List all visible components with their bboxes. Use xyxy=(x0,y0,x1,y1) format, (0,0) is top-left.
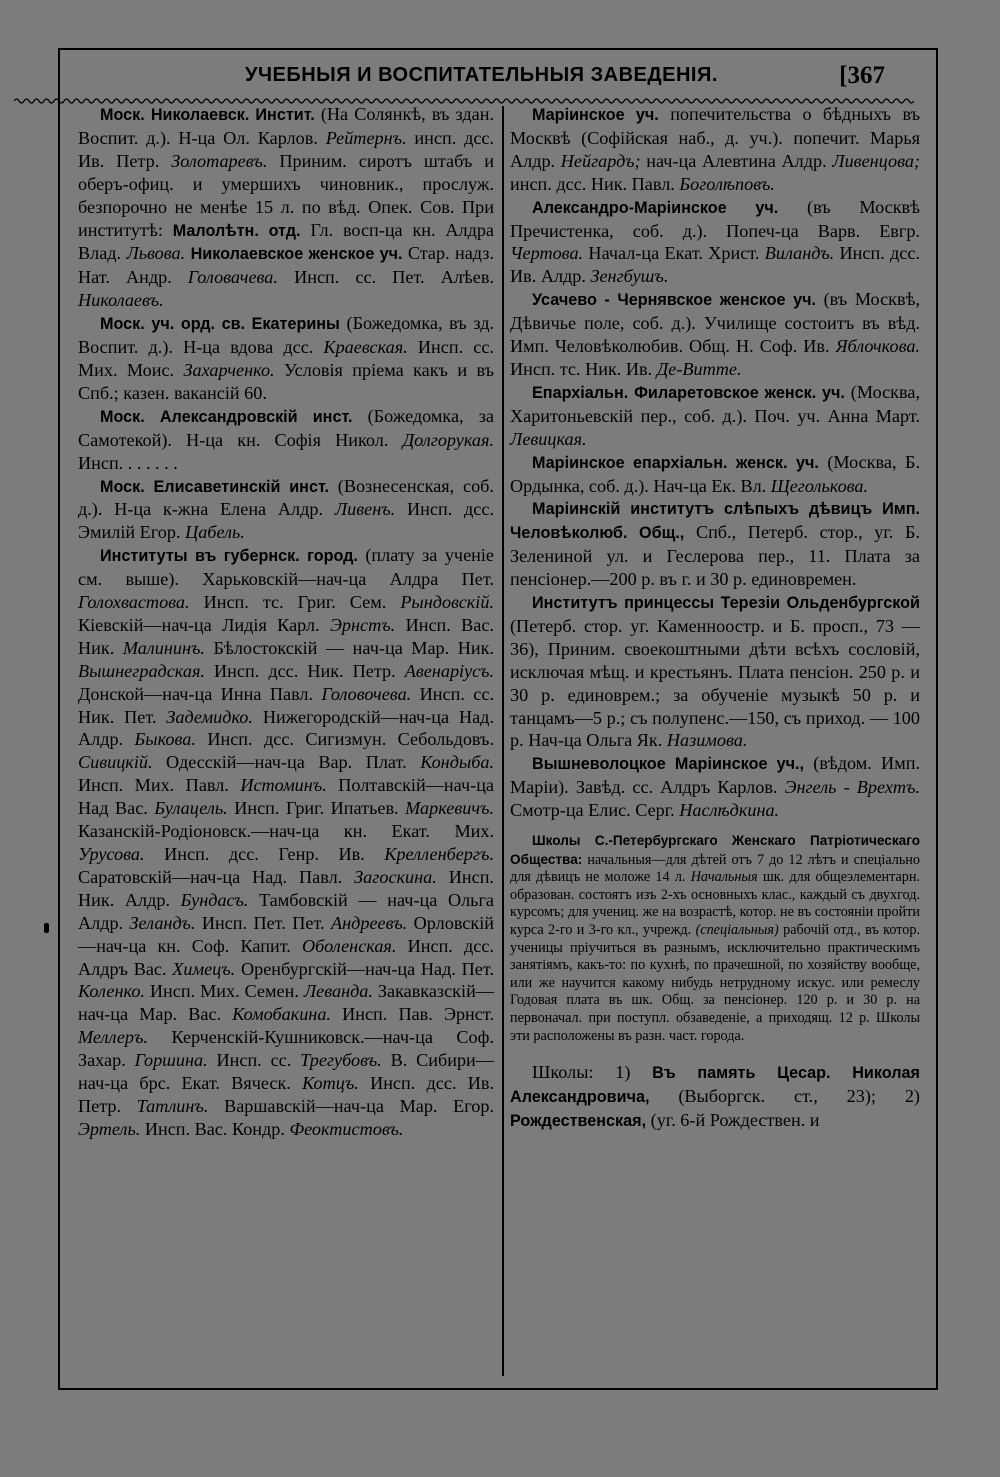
entry-text: (Москва, Харитоньевскій пер., соб. д.). Поч. уч. Анна Март. xyxy=(510,381,920,426)
person-name: Меллеръ. xyxy=(78,1027,148,1048)
person-name: Начальныя xyxy=(690,869,758,886)
entry-text: Закавказскій—нач-ца Мар. Вас. xyxy=(78,981,494,1025)
entry-paragraph xyxy=(510,288,920,381)
person-name: Ливенцова; xyxy=(832,150,920,171)
entry-text: Школы: 1) xyxy=(532,1062,653,1083)
person-name: Львова. xyxy=(126,243,186,264)
person-name: Вышнеградская. xyxy=(78,660,205,681)
person-name: Рындовскій. xyxy=(400,592,494,613)
entry-heading: Рождественская, xyxy=(510,1112,647,1131)
entry-heading: Институтъ принцессы Терезіи Ольденбургской xyxy=(532,594,920,613)
person-name: Феоктистовъ. xyxy=(289,1118,404,1139)
person-name: Бундасъ. xyxy=(180,889,249,910)
entry-text: Оренбургскій—нач-ца Над. Пет. xyxy=(235,958,494,979)
person-name: Яблочкова. xyxy=(835,336,920,357)
person-name: Эртель. xyxy=(78,1118,141,1139)
entry-paragraph xyxy=(510,381,920,451)
entry-text: В. Сибири—нач-ца брс. Екат. Вяческ. xyxy=(78,1050,494,1094)
entry-heading: Епархіальн. Филаретовское женск. уч. xyxy=(532,383,845,402)
person-name: Зенгбушъ. xyxy=(590,266,669,287)
entry-text: (Божедомка, за Самотекой). Н-ца кн. Софія Никол. xyxy=(78,405,494,450)
entry-text: (На Солянкѣ, въ здан. Воспит. д.). Н-ца Ол. Карлов. xyxy=(78,104,494,148)
entry-text: (въ Москвѣ, Дѣвичье поле, соб. д.). Училище состоитъ въ вѣд. Имп. Человѣколюбив. Общ. Н. Соф. Ив. xyxy=(510,289,920,357)
entry-text: Казанскій-Родіоновск.—нач-ца кн. Екат. Мих. xyxy=(78,821,494,842)
person-name: Ливенъ. xyxy=(334,499,396,520)
person-name: Рейтернъ. xyxy=(325,127,407,148)
person-name: Горшина. xyxy=(134,1050,208,1071)
entry-text: Керченскій-Кушниковск.—нач-ца Соф. Захар. xyxy=(78,1027,494,1071)
entry-text: Нижегородскій—нач-ца Над. Алдр. xyxy=(78,706,494,750)
page-number: [367 xyxy=(839,62,885,89)
entry-text: Одесскій—нач-ца Вар. Плат. xyxy=(152,752,421,773)
person-name: Краевская. xyxy=(323,337,408,358)
person-name: Николаевъ. xyxy=(78,290,164,311)
person-name: Боголѣповъ. xyxy=(679,173,775,194)
person-name: Золотаревъ. xyxy=(171,150,268,171)
right-column xyxy=(510,103,920,1133)
person-name: Сивицкій. xyxy=(78,752,153,773)
left-column xyxy=(78,103,494,1141)
entry-text: Инсп. тс. Ник. Ив. xyxy=(510,358,657,379)
entry-heading: Институты въ губернск. город. xyxy=(100,547,358,566)
entry-text: Орловскій—нач-ца кн. Соф. Капит. xyxy=(78,912,495,956)
person-name: Кондыба. xyxy=(420,752,494,773)
entry-text: Инсп. сс. Ник. Пет. xyxy=(78,683,494,727)
person-name: Чертова. xyxy=(510,243,584,264)
entry-paragraph xyxy=(78,544,494,1141)
person-name: Назимова. xyxy=(666,730,748,751)
person-name: Булацель. xyxy=(154,798,228,819)
entry-heading: Вышневолоцкое Маріинское уч., xyxy=(532,755,805,774)
person-name: Долгорукая. xyxy=(402,429,494,450)
person-name: Эрнстъ. xyxy=(329,614,396,635)
entry-text: Варшавскій—нач-ца Мар. Егор. xyxy=(208,1095,494,1116)
entry-heading: Въ память Цесар. Николая Александровича, xyxy=(510,1064,920,1107)
person-name: Захарченко. xyxy=(183,359,275,380)
entry-text: Инсп. дсс. Сигизмун. Себольдовъ. xyxy=(195,729,495,750)
person-name: Коленко. xyxy=(78,981,145,1002)
entry-text: Инсп. Мих. Павл. xyxy=(78,775,241,796)
person-name: Левицкая. xyxy=(510,428,587,449)
entry-heading: Моск. Александровскій инст. xyxy=(100,407,353,426)
margin-mark xyxy=(44,923,49,933)
person-name: Наслѣдкина. xyxy=(679,800,780,821)
entry-heading: Школы С.-Петербургскаго Женскаго Патріотическаго Общества: xyxy=(510,833,920,867)
person-name: (спеціальныя) xyxy=(695,922,779,939)
entry-text: Инсп. Мих. Семен. xyxy=(144,981,304,1002)
entry-paragraph xyxy=(78,103,494,312)
entry-paragraph xyxy=(510,196,920,289)
entry-text: (въ Москвѣ Пречистенка, соб. д.). Попеч-ца Варв. Евгр. xyxy=(510,196,920,241)
entry-text: рабочій отд., въ котор. ученицы пріучиться въ разнымъ, исключительно практическимъ занятіямъ, какъ-то: по кухнѣ, по прачешной, по хозяйству вообще, или же научится какому нибудь нетрудному искус. или ремеслу Годовая плата въ шк. Общ. за пенсіонер. 120 р. и 30 р. на первоначал. при поступл. обзаведеніе, а приходящ. 12 р. Школы эти расположены въ разн. част. города. xyxy=(510,922,921,1044)
entry-text: Инсп. сс. Мих. Моис. xyxy=(78,337,494,380)
entry-text: Саратовскій—нач-ца Над. Павл. xyxy=(78,866,355,887)
person-name: Истоминъ. xyxy=(240,775,327,796)
entry-text: (Выборгск. ст., 23); 2) xyxy=(649,1086,920,1107)
entry-paragraph xyxy=(78,405,494,475)
entry-paragraph xyxy=(510,752,920,822)
person-name: Котцъ. xyxy=(302,1073,359,1094)
person-name: Щеголькова. xyxy=(770,475,869,496)
entry-heading: Моск. Елисаветинскій инст. xyxy=(100,477,329,496)
entry-text: нач-ца Алевтина Алдр. xyxy=(640,150,833,171)
person-name: Нейгардъ; xyxy=(560,150,641,171)
entry-heading: Александро-Маріинское уч. xyxy=(532,198,779,217)
entry-text: Кіевскій—нач-ца Лидія Карл. xyxy=(78,614,330,635)
entry-text: Начал-ца Екат. Христ. xyxy=(583,243,765,264)
entry-text: инсп. дсс. Ник. Павл. xyxy=(510,173,680,194)
entry-text: Донской—нач-ца Инна Павл. xyxy=(78,683,322,704)
person-name: Малининъ. xyxy=(122,637,205,658)
entry-text: Инсп. дсс. Ник. Петр. xyxy=(204,660,405,681)
entry-text: Инсп. Ник. Алдр. xyxy=(78,866,494,910)
entry-text: Инсп. тс. Григ. Сем. xyxy=(189,592,401,613)
person-name: Цабель. xyxy=(185,522,245,543)
running-title: УЧЕБНЫЯ И ВОСПИТАТЕЛЬНЫЯ ЗАВЕДЕНІЯ. xyxy=(245,64,718,86)
entry-text: попечительства о бѣдныхъ въ Москвѣ (Софійская наб., д. уч.). попечит. Марья Алдр. xyxy=(510,104,920,171)
entry-text: Приним. сиротъ штабъ и оберъ-офиц. и умершихъ чиновник., прослуж. безпорочно не менѣе 15 л. по вѣд. Опек. Сов. При институтѣ: xyxy=(78,150,494,240)
entry-heading: Маріинское епархіальн. женск. уч. xyxy=(532,453,819,472)
entry-text: (вѣдом. Имп. Маріи). Завѣд. сс. Алдръ Карлов. xyxy=(510,753,920,798)
person-name: Оболенская. xyxy=(302,935,397,956)
entry-heading: Маріинскій институтъ слѣпыхъ дѣвицъ Имп. Человѣколюб. Общ., xyxy=(510,500,920,543)
person-name: Трегубовъ. xyxy=(300,1050,382,1071)
person-name: Крелленбергъ. xyxy=(384,844,494,864)
entry-text: (Петерб. стор. уг. Каменноостр. и Б. просп., 73 — 36), Приним. своекоштными дѣти всѣхъ сословій, исключая мѣщ. и крестьянъ. Плата пенсіон. 250 р. и 30 р. единоврем.; за обученіе музыкѣ 50 р. и танцамъ—5 р.; съ полупенс.—150, съ приход. — 100 р. Нач-ца Ольга Як. xyxy=(510,615,920,751)
entry-text: Условія пріема какъ и въ Спб.; казен. вакансій 60. xyxy=(78,359,494,403)
entry-text: Спб., Петерб. стор., уг. Б. Зелениной ул. и Геслерова пер., 11. Плата за пенсіонер.—200 р. въ г. и 30 р. единовремен. xyxy=(510,522,920,590)
entry-heading: Маріинское уч. xyxy=(532,106,659,124)
entry-text: Инсп. дсс. Эмилій Егор. xyxy=(78,499,494,543)
entry-text: Инсп. Пав. Эрнст. xyxy=(330,1004,494,1025)
entry-paragraph xyxy=(510,832,920,1045)
entry-text: Стар. надз. Нат. Андр. xyxy=(78,243,494,288)
entry-heading: Малолѣтн. отд. xyxy=(172,221,301,240)
entry-heading: Моск. уч. орд. св. Екатерины xyxy=(100,315,340,334)
person-name: Энгель - Врехтъ. xyxy=(784,777,921,798)
entry-heading: Моск. Николаевск. Инстит. xyxy=(100,106,315,124)
person-name: Комобакина. xyxy=(232,1004,331,1025)
entry-text: Инсп. . . . . . . xyxy=(78,452,178,473)
page-header xyxy=(70,62,925,100)
entry-paragraph xyxy=(510,103,920,196)
entry-text: (уг. 6-й Рождествен. и xyxy=(646,1110,820,1131)
entry-text: (Вознесенская, соб. д.). Н-ца к-жна Елена Алдр. xyxy=(78,475,494,520)
entry-text: Гл. восп-ца кн. Алдра Влад. xyxy=(78,219,494,264)
entry-text: Бѣлостокскій — нач-ца Мар. Ник. xyxy=(204,637,494,658)
entry-text: начальныя—для дѣтей отъ 7 до 12 лѣтъ и спеціально для дѣвицъ не моложе 14 л. xyxy=(510,851,920,886)
person-name: Де-Витте. xyxy=(656,358,742,379)
entry-text: (Божедомка, въ зд. Воспит. д.). Н-ца вдова дсс. xyxy=(78,313,494,358)
entry-paragraph xyxy=(78,475,494,545)
entry-text: инсп. дсс. Ив. Петр. xyxy=(78,127,495,171)
entry-text: Инсп. Пет. Пет. xyxy=(195,912,332,933)
person-name: Голохвастова. xyxy=(78,592,190,613)
entry-text: (плату за ученіе см. выше). Харьковскій—нач-ца Алдра Пет. xyxy=(78,545,494,590)
column-divider xyxy=(502,106,504,1376)
entry-text: Тамбовскій — нач-ца Ольга Алдр. xyxy=(78,889,494,933)
entry-text: Инсп. сс. xyxy=(207,1050,301,1071)
entry-text: шк. для общеэлементарн. образован. состоятъ изъ 2-хъ основныхъ клас., каждый съ двухгод. курсомъ; для учениц. же на возрастѣ, котор. не въ состояніи пройти курса 2-го и 3-го кл., учрежд. xyxy=(510,869,920,939)
person-name: Маркевичъ. xyxy=(405,798,494,819)
entry-paragraph xyxy=(78,312,494,405)
person-name: Виландъ. xyxy=(764,243,835,264)
person-name: Головачева. xyxy=(187,267,278,288)
entry-heading: Николаевское женское уч. xyxy=(190,245,403,264)
entry-text: Смотр-ца Елис. Серг. xyxy=(510,800,680,821)
person-name: Урусова. xyxy=(78,844,145,864)
entry-paragraph xyxy=(510,591,920,752)
entry-text: Инсп. дсс. Генр. Ив. xyxy=(144,844,385,864)
person-name: Загоскина. xyxy=(354,866,437,887)
entry-text: Инсп. дсс. Ив. Петр. xyxy=(78,1073,495,1116)
person-name: Задемидко. xyxy=(166,706,253,727)
entry-text: Инсп. Вас. Кондр. xyxy=(140,1118,290,1139)
person-name: Быкова. xyxy=(134,729,196,750)
entry-paragraph xyxy=(510,451,920,498)
entry-text: Полтавскій—нач-ца Над Вас. xyxy=(78,775,494,819)
person-name: Леванда. xyxy=(303,981,373,1002)
person-name: Химецъ. xyxy=(172,958,236,979)
entry-text: Инсп. Вас. Ник. xyxy=(78,614,494,658)
entry-paragraph xyxy=(510,497,920,591)
person-name: Андреевъ. xyxy=(331,912,408,933)
entry-text: Инсп. сс. Пет. Алѣев. xyxy=(277,267,494,288)
person-name: Авенаріусъ. xyxy=(404,660,494,681)
person-name: Головочева. xyxy=(321,683,412,704)
entry-text: Инсп. дсс. Ив. Алдр. xyxy=(510,243,920,287)
person-name: Татлинъ. xyxy=(136,1095,209,1116)
entry-text: Инсп. Григ. Ипатьев. xyxy=(227,798,406,819)
entry-paragraph xyxy=(510,1061,920,1133)
person-name: Зеландъ. xyxy=(129,912,196,933)
entry-text: (Москва, Б. Ордынка, соб. д.). Нач-ца Ек. Вл. xyxy=(510,451,920,496)
entry-text: Инсп. дсс. Алдръ Вас. xyxy=(78,935,494,979)
entry-heading: Усачево - Чернявское женское уч. xyxy=(532,291,817,310)
